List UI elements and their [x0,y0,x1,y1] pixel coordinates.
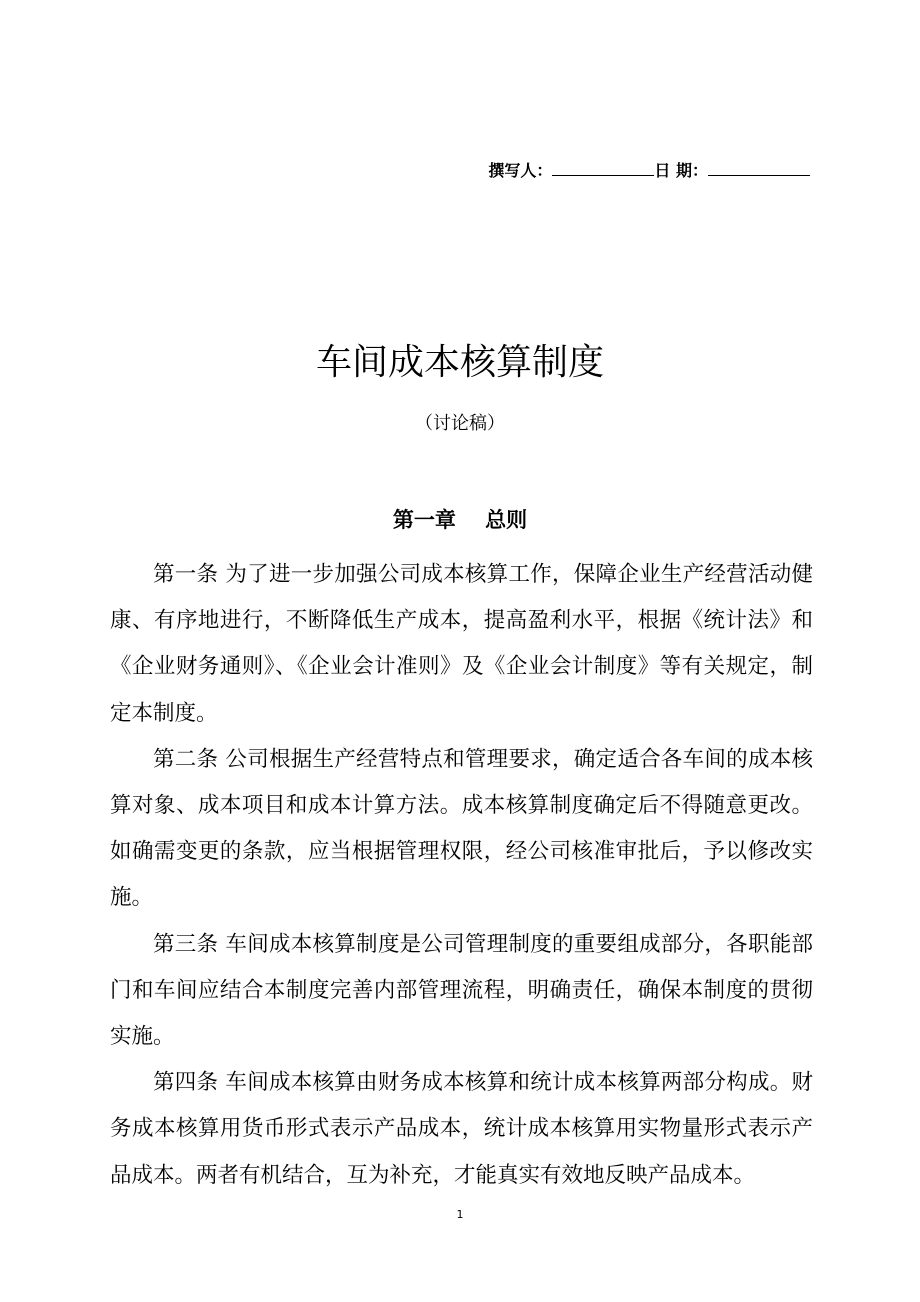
author-blank [552,158,654,176]
article-3: 第三条 车间成本核算制度是公司管理制度的重要组成部分，各职能部门和车间应结合本制度完善内部管理流程，明确责任，确保本制度的贯彻实施。 [110,931,813,1050]
page-number: 1 [456,1208,464,1221]
article-1: 第一条 为了进一步加强公司成本核算工作，保障企业生产经营活动健康、有序地进行，不断降低生产成本，提高盈利水平，根据《统计法》和《企业财务通则》、《企业会计准则》及《企业会计制度》等有关规定，制定本制度。 [110,562,813,726]
document-body [110,552,813,1199]
document-title: 车间成本核算制度 [315,342,604,383]
document-subtitle: （讨论稿） [415,413,505,434]
article-2: 第二条 公司根据生产经营特点和管理要求，确定适合各车间的成本核算对象、成本项目和成本计算方法。成本核算制度确定后不得随意更改。如确需变更的条款，应当根据管理权限，经公司核准审批后，予以修改实施。 [110,746,813,911]
date-blank [708,158,810,176]
chapter-heading: 第一章 总则 [392,508,528,532]
author-date-line [488,158,810,183]
date-label: 日 期： [654,161,708,180]
article-4: 第四条 车间成本核算由财务成本核算和统计成本核算两部分构成。财务成本核算用货币形式表示产品成本，统计成本核算用实物量形式表示产品成本。两者有机结合，互为补充，才能真实有效地反映产品成本。 [110,1070,813,1188]
author-label: 撰写人： [488,161,553,180]
